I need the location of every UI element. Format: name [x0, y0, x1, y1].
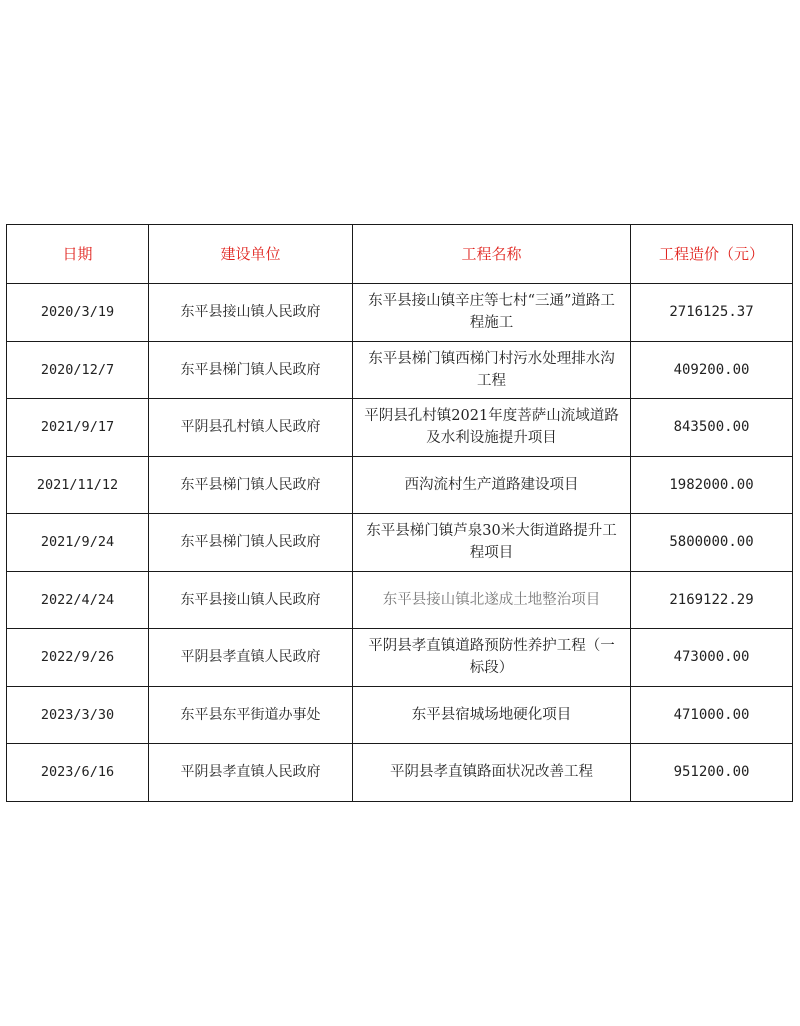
table-row — [7, 456, 793, 514]
project-table — [6, 224, 793, 802]
cell-date: 2020/12/7 — [7, 341, 149, 399]
cell-name: 平阴县孔村镇2021年度菩萨山流域道路及水利设施提升项目 — [353, 399, 631, 457]
cell-name: 东平县梯门镇芦泉30米大街道路提升工程项目 — [353, 514, 631, 572]
cell-name: 东平县梯门镇西梯门村污水处理排水沟工程 — [353, 341, 631, 399]
cell-date: 2021/11/12 — [7, 456, 149, 514]
cell-date: 2022/4/24 — [7, 571, 149, 629]
header-date: 日期 — [7, 225, 149, 284]
table-row — [7, 744, 793, 802]
table-header — [7, 225, 793, 284]
cell-cost: 5800000.00 — [631, 514, 793, 572]
cell-date: 2023/3/30 — [7, 686, 149, 744]
cell-name: 东平县接山镇辛庄等七村“三通”道路工程施工 — [353, 284, 631, 342]
cell-date: 2021/9/17 — [7, 399, 149, 457]
cell-cost: 951200.00 — [631, 744, 793, 802]
cell-date: 2020/3/19 — [7, 284, 149, 342]
cell-cost: 2169122.29 — [631, 571, 793, 629]
cell-unit: 平阴县孝直镇人民政府 — [149, 629, 353, 687]
header-cost: 工程造价（元） — [631, 225, 793, 284]
table-row — [7, 284, 793, 342]
cell-unit: 东平县接山镇人民政府 — [149, 284, 353, 342]
cell-cost: 473000.00 — [631, 629, 793, 687]
cell-unit: 平阴县孔村镇人民政府 — [149, 399, 353, 457]
cell-cost: 2716125.37 — [631, 284, 793, 342]
table-body — [7, 284, 793, 802]
cell-name: 东平县宿城场地硬化项目 — [353, 686, 631, 744]
cell-cost: 409200.00 — [631, 341, 793, 399]
cell-name: 东平县接山镇北遂成土地整治项目 — [353, 571, 631, 629]
cell-date: 2022/9/26 — [7, 629, 149, 687]
table-row — [7, 399, 793, 457]
header-name: 工程名称 — [353, 225, 631, 284]
cell-name: 西沟流村生产道路建设项目 — [353, 456, 631, 514]
cell-unit: 东平县接山镇人民政府 — [149, 571, 353, 629]
cell-unit: 东平县东平街道办事处 — [149, 686, 353, 744]
table-row — [7, 571, 793, 629]
cell-unit: 平阴县孝直镇人民政府 — [149, 744, 353, 802]
header-row — [7, 225, 793, 284]
cell-unit: 东平县梯门镇人民政府 — [149, 341, 353, 399]
table-row — [7, 341, 793, 399]
cell-date: 2023/6/16 — [7, 744, 149, 802]
cell-name: 平阴县孝直镇道路预防性养护工程（一标段） — [353, 629, 631, 687]
table-row — [7, 686, 793, 744]
cell-date: 2021/9/24 — [7, 514, 149, 572]
cell-cost: 1982000.00 — [631, 456, 793, 514]
cell-cost: 471000.00 — [631, 686, 793, 744]
table-row — [7, 629, 793, 687]
cell-name: 平阴县孝直镇路面状况改善工程 — [353, 744, 631, 802]
cell-cost: 843500.00 — [631, 399, 793, 457]
table-row — [7, 514, 793, 572]
header-unit: 建设单位 — [149, 225, 353, 284]
cell-unit: 东平县梯门镇人民政府 — [149, 456, 353, 514]
cell-unit: 东平县梯门镇人民政府 — [149, 514, 353, 572]
